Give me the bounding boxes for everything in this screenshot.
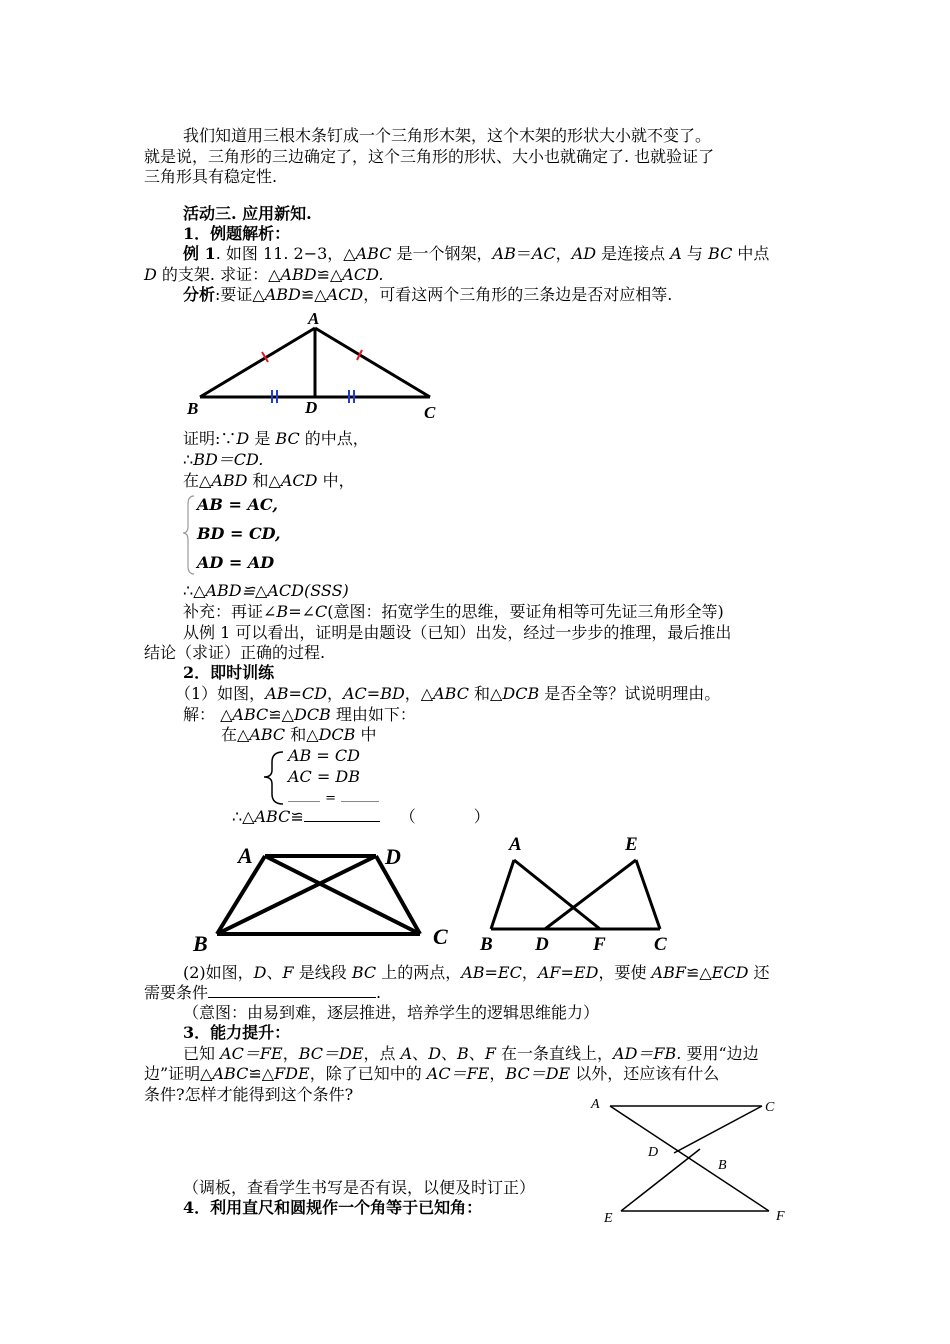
proof-conclusion-math: △ABD≌△ACD(SSS) <box>193 581 349 600</box>
section4-heading: 4．利用直尺和圆规作一个角等于已知角： <box>183 1198 483 1217</box>
fig1-side-ab <box>200 328 315 397</box>
q2-text: (2)如图， <box>183 963 254 982</box>
q1-text: （1）如图， <box>175 684 266 703</box>
q2-f: F <box>282 963 294 982</box>
ex1-ab: AB <box>492 244 516 263</box>
proof-system-eq-1: AB = AC, <box>197 495 278 514</box>
figure4-triangles <box>610 1106 769 1211</box>
q2-af-ed: AF=ED <box>537 963 599 982</box>
ability-sep: 、 <box>441 1044 458 1063</box>
analysis-text: ，可看这两个三角形的三条边是否对应相等. <box>363 285 673 304</box>
fig4-label-a: A <box>591 1097 600 1112</box>
ability-heading: 3．能力提升： <box>183 1023 291 1042</box>
in-text: 在△ <box>221 725 250 744</box>
fig2-label-b: B <box>193 931 208 956</box>
training-system-eq-2: AC = DB <box>288 767 360 786</box>
proof-system-eq-3: AD = AD <box>197 553 275 572</box>
figure3-triangles <box>491 860 660 929</box>
paren-left: （ <box>399 807 416 826</box>
fig4-label-f: F <box>776 1209 785 1224</box>
ability-bc-de: BC＝DE <box>298 1044 364 1063</box>
ex1-abd: ABD <box>280 265 317 284</box>
fig2-label-a: A <box>238 843 253 868</box>
ability-ac-fe: AC＝FE <box>220 1044 283 1063</box>
ability-f: F <box>484 1044 496 1063</box>
training-in-line <box>221 724 377 745</box>
proof-text: 中， <box>317 471 355 490</box>
fig2-label-d: D <box>385 844 401 869</box>
ability-text: 要用“边边 <box>681 1044 759 1063</box>
ability-comma: ， <box>489 1064 506 1083</box>
ability-d: D <box>428 1044 442 1063</box>
proof-text: 在△ <box>183 471 212 490</box>
ability-bc-de: BC＝DE <box>505 1064 571 1083</box>
ex1-acd: ACD. <box>342 265 384 284</box>
summary-line-2: 结论（求证）正确的过程. <box>144 643 326 662</box>
training-conclusion <box>232 806 490 827</box>
intro-line-1: 我们知道用三根木条钉成一个三角形木架，这个木架的形状大小就不变了。 <box>183 126 712 145</box>
fig4-label-e: E <box>604 1211 613 1226</box>
ability-text: ，除了已知中的 <box>309 1064 427 1083</box>
training-system-eq-1: AB = CD <box>288 746 360 765</box>
q2-cong: ≌△ <box>685 963 712 982</box>
ex1-text: 中点 <box>732 244 770 263</box>
fig4-label-d: D <box>648 1145 659 1160</box>
q2-bc: BC <box>351 963 377 982</box>
q2-text: 还 <box>748 963 770 982</box>
proof-bc: BC <box>275 429 300 448</box>
ability-text: 边”证明△ <box>144 1064 213 1083</box>
proof-conclusion <box>183 580 349 601</box>
concl-cong: ≌ <box>290 807 304 826</box>
q2-period: . <box>376 983 382 1002</box>
ex1-ac: AC <box>531 244 556 263</box>
paren-right: ） <box>473 807 490 826</box>
q1-ac-bd: AC=BD <box>343 684 405 703</box>
ability-cong: ≌△ <box>248 1064 275 1083</box>
solution-cong: ≌△ <box>268 705 294 724</box>
fig3-label-d: D <box>535 934 549 955</box>
proof-text: 和△ <box>247 471 281 490</box>
ex1-text: 与 <box>681 244 709 263</box>
activity3-heading: 活动三. 应用新知. <box>183 204 312 223</box>
fig3-label-b: B <box>480 934 493 955</box>
training-solution <box>183 704 416 725</box>
fig3-side-ab <box>491 860 514 929</box>
fig4-side-cb <box>674 1106 762 1153</box>
blank-right[interactable] <box>341 786 379 802</box>
ex1-text: 的支架. 求证：△ <box>156 265 281 284</box>
q2-intent: （意图：由易到难，逐层推进，培养学生的逻辑思维能力） <box>183 1003 600 1022</box>
section1-heading: 1．例题解析： <box>183 224 291 243</box>
fig3-label-e: E <box>625 834 638 855</box>
q2-line-2 <box>144 982 381 1003</box>
q2-ecd: ECD <box>711 963 749 982</box>
concl-abc: ABC <box>254 807 291 826</box>
supp-b: B <box>276 602 289 621</box>
fig1-label-d: D <box>305 398 318 417</box>
q2-text: 需要条件 <box>144 983 209 1002</box>
ability-a: A <box>400 1044 413 1063</box>
ex1-text: 是连接点 <box>596 244 671 263</box>
fig1-label-c: C <box>424 403 436 422</box>
q2-text: ，要使 <box>598 963 652 982</box>
fig1-label-a: A <box>308 309 320 328</box>
training-brace <box>264 752 283 804</box>
figure1-ticks <box>262 350 362 403</box>
blank-left[interactable] <box>288 786 320 802</box>
ex1-text: . 如图 11. 2−3，△ <box>215 244 356 263</box>
ability-text: ，点 <box>363 1044 401 1063</box>
q2-comma: ， <box>521 963 538 982</box>
q1-text: ， <box>326 684 343 703</box>
blank-congruent-triangle[interactable] <box>304 806 380 822</box>
ability-comma: ， <box>282 1044 299 1063</box>
ex1-cong: ≌△ <box>316 265 343 284</box>
fig3-label-a: A <box>509 834 522 855</box>
fig4-side-de <box>621 1149 700 1211</box>
analysis-text: :要证△ <box>215 285 265 304</box>
ex1-a: A <box>670 244 682 263</box>
ability-ad-fb: AD＝FB. <box>613 1044 682 1063</box>
q2-line-1 <box>183 962 770 983</box>
q1-abc: ABC <box>433 684 469 703</box>
q2-text: 是线段 <box>293 963 352 982</box>
fig1-side-ac <box>315 328 430 397</box>
blank-condition[interactable] <box>208 982 376 998</box>
ex1-comma: ， <box>555 244 572 263</box>
ability-line-2 <box>144 1063 719 1084</box>
ex1-ad: AD <box>571 244 597 263</box>
supplement-text: (意图：拓宽学生的思维，要证角相等可先证三角形全等) <box>327 602 724 621</box>
proof-d: D <box>236 429 250 448</box>
proof-text: 是 <box>249 429 276 448</box>
proof-brace <box>183 496 194 574</box>
fig3-label-c: C <box>654 934 667 955</box>
q2-ab-ec: AB=EC <box>461 963 522 982</box>
fig4-line-af <box>610 1106 769 1211</box>
proof-line-3 <box>183 470 355 491</box>
ability-fde: FDE <box>274 1064 310 1083</box>
proof-acd: ACD <box>280 471 318 490</box>
ability-line-1 <box>183 1043 759 1064</box>
supplement-line <box>183 601 724 622</box>
intro-line-3: 三角形具有稳定性. <box>144 167 278 186</box>
solution-abc: ABC <box>232 705 269 724</box>
fig2-label-c: C <box>433 924 448 949</box>
supplement-text: 补充：再证∠ <box>183 602 277 621</box>
solution-dcb: DCB <box>293 705 331 724</box>
supp-c: C <box>315 602 328 621</box>
ability-text: 已知 <box>183 1044 221 1063</box>
fig4-label-c: C <box>765 1100 775 1115</box>
supplement-text: =∠ <box>288 602 315 621</box>
in-abc: ABC <box>249 725 286 744</box>
q1-ab-cd: AB=CD <box>265 684 327 703</box>
q2-sep: 、 <box>266 963 283 982</box>
ex1-eq: ＝ <box>515 244 532 263</box>
ability-sep: 、 <box>468 1044 485 1063</box>
proof-system-eq-2: BD = CD, <box>197 524 281 543</box>
ability-abc: ABC <box>212 1064 249 1083</box>
proof-bd-cd: BD＝CD. <box>193 450 264 469</box>
ability-sep: 、 <box>412 1044 429 1063</box>
ex1-abc: ABC <box>355 244 392 263</box>
ex1-text: 是一个钢架， <box>391 244 493 263</box>
analysis-abd: ABD <box>264 285 301 304</box>
proof-abd: ABD <box>211 471 248 490</box>
fig3-label-f: F <box>593 934 606 955</box>
figure1-triangle <box>200 328 430 397</box>
in-text: 中 <box>355 725 377 744</box>
therefore-symbol: ∴△ <box>232 807 255 826</box>
ability-note: （调板，查看学生书写是否有误，以便及时订正） <box>183 1178 536 1197</box>
analysis-label: 分析 <box>183 285 216 304</box>
summary-line-1: 从例 1 可以看出，证明是由题设（已知）出发，经过一步步的推理，最后推出 <box>183 623 732 642</box>
therefore-symbol: ∴ <box>183 450 194 469</box>
ex1-d: D <box>144 265 157 284</box>
fig1-label-b: B <box>187 399 199 418</box>
ex1-bc: BC <box>708 244 733 263</box>
ability-text: 在一条直线上， <box>495 1044 614 1063</box>
solution-text: 解： △ <box>183 705 233 724</box>
proof-text: 的中点， <box>299 429 369 448</box>
therefore-symbol: ∴ <box>183 581 194 600</box>
q2-text: 上的两点， <box>376 963 462 982</box>
example1-label: 例 1 <box>183 244 216 263</box>
solution-text: 理由如下： <box>330 705 416 724</box>
proof-line-2 <box>183 449 263 470</box>
training-heading: 2．即时训练 <box>183 663 275 682</box>
analysis-acd: ACD <box>326 285 364 304</box>
in-dcb: DCB <box>318 725 356 744</box>
fig4-label-b: B <box>718 1158 727 1173</box>
training-q1 <box>175 683 720 704</box>
proof-line-1 <box>183 428 369 449</box>
ability-line-3: 条件?怎样才能得到这个条件? <box>144 1085 354 1104</box>
q2-d: D <box>253 963 267 982</box>
intro-line-2: 就是说，三角形的三边确定了，这个三角形的形状、大小也就确定了. 也就验证了 <box>144 147 715 166</box>
proof-text: 证明:∵ <box>183 429 237 448</box>
ability-b: B <box>457 1044 469 1063</box>
ability-ac-fe: AC＝FE <box>426 1064 490 1083</box>
ability-text: 以外，还应该有什么 <box>570 1064 720 1083</box>
q1-text: 是否全等？试说明理由。 <box>539 684 721 703</box>
q1-text: ，△ <box>404 684 434 703</box>
fig3-side-ec <box>636 860 660 929</box>
q1-dcb: DCB <box>502 684 540 703</box>
blank-equals: = <box>325 791 336 806</box>
in-text: 和△ <box>285 725 319 744</box>
analysis-cong: ≌△ <box>300 285 327 304</box>
q1-text: 和△ <box>468 684 503 703</box>
q2-abf: ABF <box>651 963 686 982</box>
